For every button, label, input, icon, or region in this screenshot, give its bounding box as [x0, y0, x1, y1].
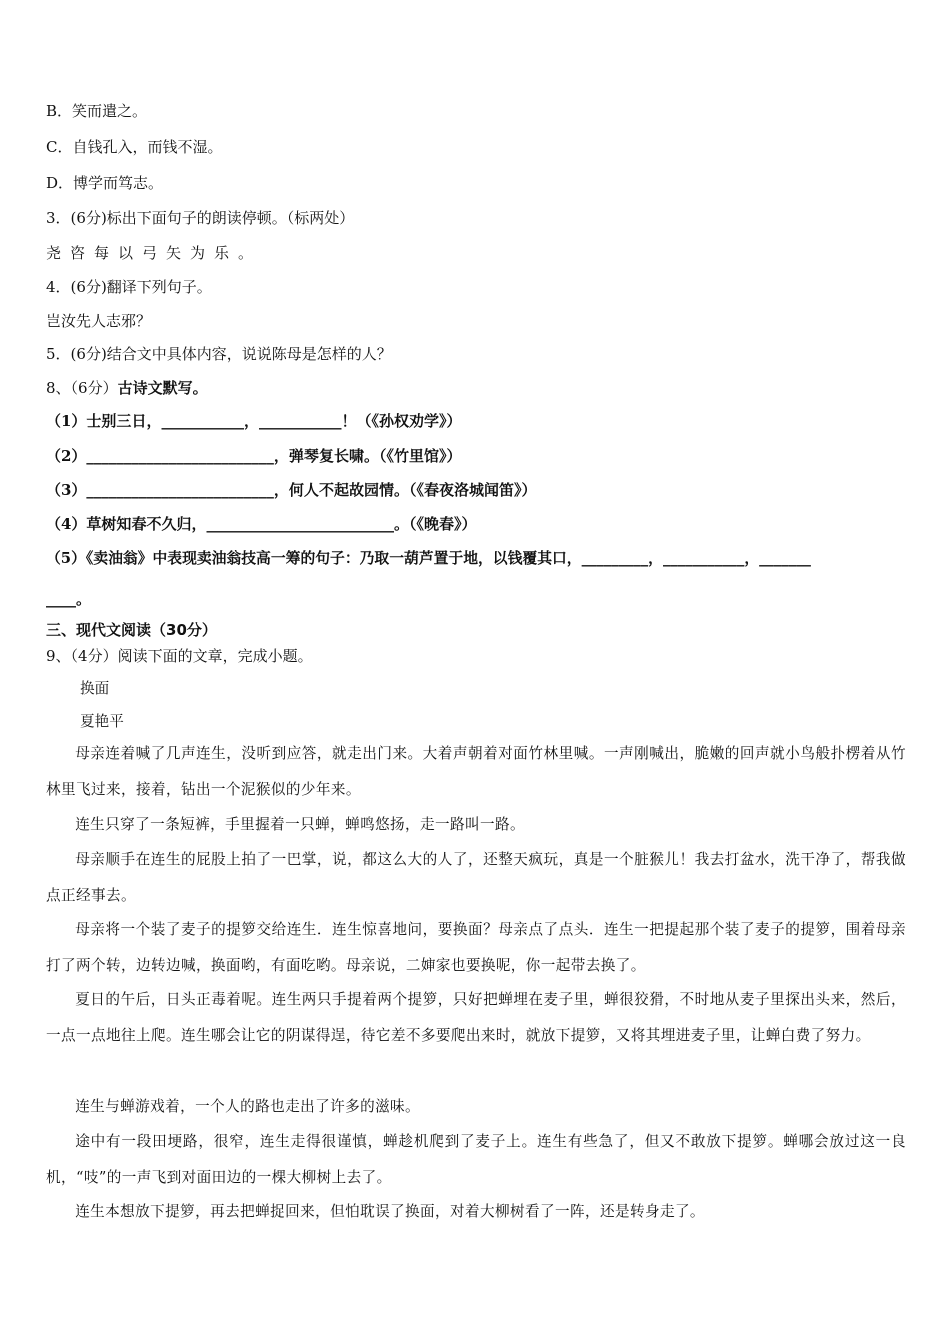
option-b: B．笑而遣之。 — [46, 102, 148, 120]
article-paragraph: 连生只穿了一条短裤，手里握着一只蝉，蝉鸣悠扬，走一路叫一路。 — [75, 816, 526, 833]
article-author: 夏艳平 — [80, 713, 124, 730]
q3-sentence: 尧咨每以弓矢为乐。 — [46, 244, 263, 262]
q8-item-1: （1）士别三日，___________，___________！（《孙权劝学》） — [46, 412, 462, 430]
article-paragraph: 母亲顺手在连生的屁股上拍了一巴掌，说，都这么大的人了，还整天疯玩，真是一个脏猴儿！我去打盆水，洗干净了，帮我做点正经事去。 — [46, 851, 906, 904]
option-d: D．博学而笃志。 — [46, 174, 164, 192]
q5-prompt: 5．(6分)结合文中具体内容，说说陈母是怎样的人？ — [46, 345, 392, 363]
article-paragraph: 连生本想放下提箩，再去把蝉捉回来，但怕耽误了换面，对着大柳树看了一阵，还是转身走了。 — [75, 1203, 705, 1220]
q9-prompt: 9、（4分）阅读下面的文章，完成小题。 — [46, 647, 313, 665]
option-c: C．自钱孔入，而钱不湿。 — [46, 138, 223, 156]
q8-item-4: （4）草树知春不久归，_________________________。（《晚春》） — [46, 515, 477, 533]
q8-item-2: （2）_________________________，弹琴复长啸。（《竹里馆》） — [46, 447, 462, 465]
q8-prefix: 8、（6分） — [46, 379, 118, 397]
article-paragraph: 母亲将一个装了麦子的提箩交给连生．连生惊喜地问，要换面？母亲点了点头．连生一把提起那个装了麦子的提箩，围着母亲打了两个转，边转边喊，换面哟，有面吃哟。母亲说，二婶家也要换呢，你一起带去换了。 — [46, 921, 906, 974]
article-paragraph: 连生与蝉游戏着，一个人的路也走出了许多的滋味。 — [75, 1098, 421, 1115]
q8-item-5-cont: ____。 — [46, 590, 92, 608]
article-paragraph: 途中有一段田埂路，很窄，连生走得很谨慎，蝉趁机爬到了麦子上。连生有些急了，但又不敢放下提箩。蝉哪会放过这一良机，“吱”的一声飞到对面田边的一棵大柳树上去了。 — [46, 1133, 906, 1186]
q4-sentence: 岂汝先人志邪？ — [46, 312, 152, 330]
q8-title: 古诗文默写。 — [117, 379, 208, 397]
article-paragraph: 夏日的午后，日头正毒着呢。连生两只手提着两个提箩，只好把蝉埋在麦子里，蝉很狡猾，不时地从麦子里探出头来，然后，一点一点地往上爬。连生哪会让它的阴谋得逞，待它差不多要爬出来时，就放下提箩，又将其埋进麦子里，让蝉白费了努力。 — [46, 991, 906, 1044]
q8-item-3: （3）_________________________，何人不起故园情。（《春夜洛城闻笛》） — [46, 481, 537, 499]
section-3-heading: 三、现代文阅读（30分） — [46, 621, 217, 639]
q8-item-5: （5）《卖油翁》中表现卖油翁技高一筹的句子：乃取一葫芦置于地，以钱覆其口，_________，___________，_______ — [46, 550, 811, 567]
q8-heading — [46, 378, 208, 398]
q3-prompt: 3．(6分)标出下面句子的朗读停顿。（标两处） — [46, 209, 355, 227]
article-paragraph: 母亲连着喊了几声连生，没听到应答，就走出门来。大着声朝着对面竹林里喊。一声刚喊出，脆嫩的回声就小鸟般扑楞着从竹林里飞过来，接着，钻出一个泥猴似的少年来。 — [46, 745, 906, 798]
q4-prompt: 4．(6分)翻译下列句子。 — [46, 278, 212, 296]
article-title: 换面 — [80, 680, 110, 697]
